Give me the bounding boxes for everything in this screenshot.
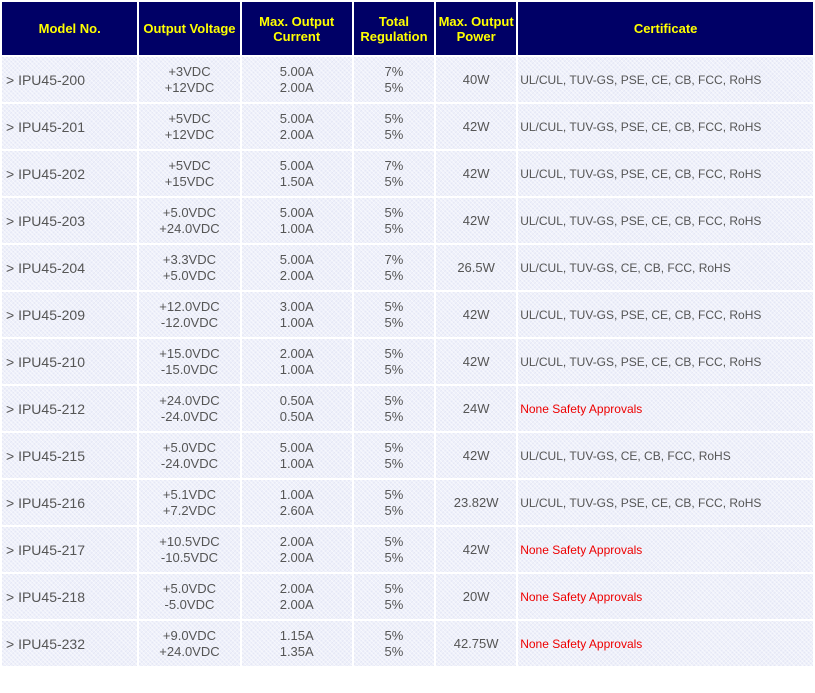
max-output-current-cell [242,151,352,196]
header-power-line-2: Power [456,28,496,44]
output-voltage-2: -5.0VDC [164,596,215,612]
total-regulation-1: 5% [384,110,404,126]
certificate: None Safety Approvals [518,574,813,619]
certificate: UL/CUL, TUV-GS, CE, CB, FCC, RoHS [518,245,813,290]
output-voltage-cell [139,480,239,525]
max-output-current-2: 1.00A [279,314,314,330]
max-output-current-1: 2.00A [279,580,314,596]
table-body [2,57,813,666]
max-output-current-2: 0.50A [279,408,314,424]
model-number[interactable]: > IPU45-216 [2,480,137,525]
max-output-power: 40W [436,57,516,102]
output-voltage-2: +12VDC [164,126,215,142]
output-voltage-cell [139,339,239,384]
table-row [2,292,813,337]
total-regulation-1: 5% [384,580,404,596]
certificate: None Safety Approvals [518,621,813,666]
max-output-current-1: 2.00A [279,345,314,361]
output-voltage-2: +24.0VDC [159,643,220,659]
output-voltage-cell [139,527,239,572]
output-voltage-1: +15.0VDC [159,345,220,361]
total-regulation-1: 5% [384,345,404,361]
max-output-power: 26.5W [436,245,516,290]
total-regulation-2: 5% [384,220,404,236]
max-output-power: 42W [436,292,516,337]
certificate: UL/CUL, TUV-GS, CE, CB, FCC, RoHS [518,433,813,478]
model-number[interactable]: > IPU45-210 [2,339,137,384]
table-row [2,57,813,102]
max-output-current-1: 5.00A [279,63,314,79]
total-regulation-cell [354,527,434,572]
total-regulation-1: 5% [384,204,404,220]
max-output-current-2: 2.00A [279,596,314,612]
output-voltage-1: +3.3VDC [162,251,217,267]
max-output-current-cell [242,339,352,384]
header-power-line-1: Max. Output [438,13,514,29]
header-regulation-line-2: Regulation [360,28,428,44]
total-regulation-1: 5% [384,439,404,455]
header-certificate: Certificate [518,2,813,55]
header-max-output-current [242,2,352,55]
total-regulation-1: 5% [384,486,404,502]
certificate: None Safety Approvals [518,386,813,431]
output-voltage-2: +7.2VDC [162,502,217,518]
total-regulation-1: 5% [384,627,404,643]
max-output-current-2: 2.00A [279,126,314,142]
output-voltage-1: +5.0VDC [162,580,217,596]
header-model-no: Model No. [2,2,137,55]
max-output-power: 20W [436,574,516,619]
output-voltage-1: +5VDC [168,110,211,126]
certificate: None Safety Approvals [518,527,813,572]
max-output-current-1: 1.15A [279,627,314,643]
output-voltage-2: +12VDC [164,79,215,95]
model-number[interactable]: > IPU45-212 [2,386,137,431]
max-output-power: 42W [436,151,516,196]
output-voltage-1: +12.0VDC [159,298,220,314]
total-regulation-cell [354,386,434,431]
max-output-current-2: 1.00A [279,361,314,377]
max-output-power: 42W [436,198,516,243]
total-regulation-cell [354,621,434,666]
model-number[interactable]: > IPU45-201 [2,104,137,149]
output-voltage-1: +24.0VDC [159,392,220,408]
max-output-power: 42W [436,527,516,572]
total-regulation-2: 5% [384,267,404,283]
max-output-power: 42W [436,433,516,478]
max-output-current-1: 0.50A [279,392,314,408]
header-total-regulation [354,2,434,55]
header-max-output-power [436,2,516,55]
table-row [2,433,813,478]
output-voltage-2: +24.0VDC [159,220,220,236]
total-regulation-cell [354,57,434,102]
max-output-current-1: 1.00A [279,486,314,502]
certificate: UL/CUL, TUV-GS, PSE, CE, CB, FCC, RoHS [518,339,813,384]
output-voltage-1: +3VDC [168,63,211,79]
total-regulation-2: 5% [384,455,404,471]
certificate: UL/CUL, TUV-GS, PSE, CE, CB, FCC, RoHS [518,480,813,525]
total-regulation-2: 5% [384,408,404,424]
header-current-line-1: Max. Output [259,13,335,29]
model-number[interactable]: > IPU45-215 [2,433,137,478]
model-number[interactable]: > IPU45-202 [2,151,137,196]
output-voltage-2: -24.0VDC [160,455,218,471]
total-regulation-2: 5% [384,361,404,377]
model-number[interactable]: > IPU45-200 [2,57,137,102]
certificate: UL/CUL, TUV-GS, PSE, CE, CB, FCC, RoHS [518,151,813,196]
total-regulation-cell [354,245,434,290]
max-output-power: 23.82W [436,480,516,525]
max-output-current-1: 5.00A [279,251,314,267]
certificate: UL/CUL, TUV-GS, PSE, CE, CB, FCC, RoHS [518,198,813,243]
table-row [2,621,813,666]
max-output-power: 42W [436,104,516,149]
model-number[interactable]: > IPU45-209 [2,292,137,337]
max-output-current-cell [242,433,352,478]
output-voltage-2: +15VDC [164,173,215,189]
total-regulation-1: 7% [384,251,404,267]
certificate: UL/CUL, TUV-GS, PSE, CE, CB, FCC, RoHS [518,57,813,102]
output-voltage-cell [139,245,239,290]
max-output-current-cell [242,386,352,431]
max-output-current-2: 2.00A [279,79,314,95]
table-row [2,527,813,572]
total-regulation-2: 5% [384,79,404,95]
output-voltage-1: +5.1VDC [162,486,217,502]
max-output-current-cell [242,574,352,619]
output-voltage-2: -15.0VDC [160,361,218,377]
output-voltage-cell [139,386,239,431]
header-regulation-line-1: Total [378,13,409,29]
total-regulation-2: 5% [384,549,404,565]
output-voltage-2: +5.0VDC [162,267,217,283]
max-output-current-cell [242,198,352,243]
max-output-current-1: 5.00A [279,157,314,173]
max-output-current-1: 5.00A [279,204,314,220]
total-regulation-2: 5% [384,126,404,142]
output-voltage-2: -24.0VDC [160,408,218,424]
output-voltage-cell [139,198,239,243]
output-voltage-cell [139,57,239,102]
output-voltage-1: +5VDC [168,157,211,173]
max-output-current-2: 2.00A [279,267,314,283]
output-voltage-1: +9.0VDC [162,627,217,643]
max-output-current-2: 2.00A [279,549,314,565]
table-row [2,104,813,149]
table-row [2,480,813,525]
output-voltage-cell [139,433,239,478]
output-voltage-cell [139,151,239,196]
output-voltage-cell [139,104,239,149]
max-output-current-2: 1.35A [279,643,314,659]
max-output-current-1: 3.00A [279,298,314,314]
max-output-current-1: 5.00A [279,110,314,126]
max-output-current-2: 1.00A [279,455,314,471]
certificate: UL/CUL, TUV-GS, PSE, CE, CB, FCC, RoHS [518,292,813,337]
max-output-current-cell [242,292,352,337]
model-number[interactable]: > IPU45-203 [2,198,137,243]
total-regulation-cell [354,574,434,619]
model-number[interactable]: > IPU45-217 [2,527,137,572]
output-voltage-cell [139,292,239,337]
total-regulation-1: 5% [384,298,404,314]
table-row [2,198,813,243]
total-regulation-2: 5% [384,643,404,659]
total-regulation-2: 5% [384,173,404,189]
max-output-current-cell [242,527,352,572]
total-regulation-1: 5% [384,392,404,408]
max-output-current-cell [242,57,352,102]
model-number[interactable]: > IPU45-232 [2,621,137,666]
total-regulation-1: 7% [384,157,404,173]
output-voltage-cell [139,574,239,619]
table-row [2,339,813,384]
max-output-current-1: 5.00A [279,439,314,455]
total-regulation-1: 7% [384,63,404,79]
table-row [2,574,813,619]
max-output-current-1: 2.00A [279,533,314,549]
table-row [2,151,813,196]
max-output-current-cell [242,104,352,149]
output-voltage-2: -10.5VDC [160,549,218,565]
output-voltage-cell [139,621,239,666]
header-row [2,2,813,55]
model-number[interactable]: > IPU45-218 [2,574,137,619]
total-regulation-cell [354,339,434,384]
max-output-power: 42W [436,339,516,384]
total-regulation-cell [354,433,434,478]
total-regulation-cell [354,104,434,149]
output-voltage-1: +10.5VDC [159,533,220,549]
max-output-current-cell [242,480,352,525]
max-output-power: 24W [436,386,516,431]
max-output-current-2: 1.00A [279,220,314,236]
total-regulation-cell [354,198,434,243]
table-header [2,2,813,55]
max-output-current-cell [242,245,352,290]
table-row [2,386,813,431]
max-output-power: 42.75W [436,621,516,666]
certificate: UL/CUL, TUV-GS, PSE, CE, CB, FCC, RoHS [518,104,813,149]
total-regulation-2: 5% [384,596,404,612]
total-regulation-2: 5% [384,314,404,330]
total-regulation-cell [354,292,434,337]
max-output-current-cell [242,621,352,666]
max-output-current-2: 2.60A [279,502,314,518]
header-current-line-2: Current [273,28,321,44]
total-regulation-2: 5% [384,502,404,518]
max-output-current-2: 1.50A [279,173,314,189]
output-voltage-1: +5.0VDC [162,204,217,220]
total-regulation-cell [354,480,434,525]
output-voltage-2: -12.0VDC [160,314,218,330]
output-voltage-1: +5.0VDC [162,439,217,455]
header-output-voltage: Output Voltage [139,2,239,55]
model-number[interactable]: > IPU45-204 [2,245,137,290]
total-regulation-cell [354,151,434,196]
total-regulation-1: 5% [384,533,404,549]
table-row [2,245,813,290]
